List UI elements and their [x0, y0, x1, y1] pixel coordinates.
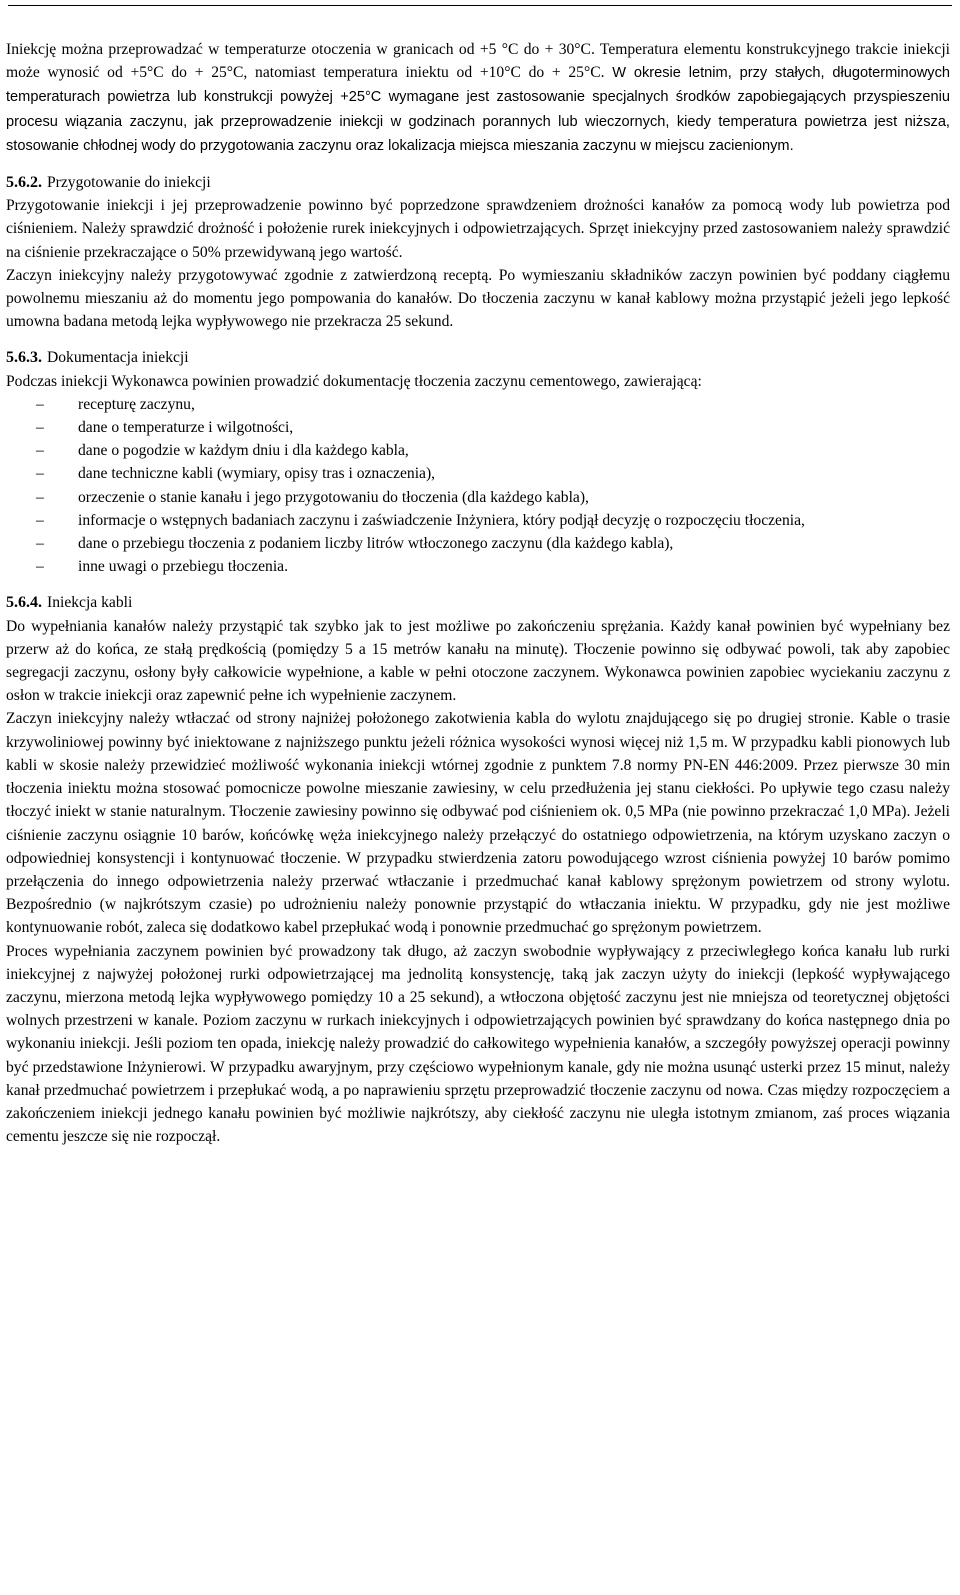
section-heading-5-6-2 [6, 171, 950, 194]
dash-bullet: – [36, 511, 44, 529]
intro-sans-text: W okresie letnim, przy stałych, długoterminowych temperaturach powietrza lub konstrukcji powyżej +25°C wymagane jest zastosowanie specjalnych środków zapobiegających przyspieszeniu procesu wiązania zaczynu, jak przeprowadzenie iniekcji w godzinach porannych lub wieczornych, kiedy temperatura powietrza jest niższa, stosowanie chłodnej wody do przygotowania zaczynu oraz lokalizacja miejsca mieszania zaczynu w miejscu zacienionym. [6, 65, 950, 154]
list-item [6, 416, 950, 439]
page-top-rule [8, 5, 952, 6]
section-title: Przygotowanie do iniekcji [47, 174, 211, 192]
dash-bullet: – [36, 488, 44, 506]
list-item-text: dane o temperaturze i wilgotności, [78, 419, 294, 437]
list-item-text: recepturę zaczynu, [78, 395, 195, 413]
paragraph: Proces wypełniania zaczynem powinien być prowadzony tak długo, aż zaczyn swobodnie wypływający z przeciwległego końca kanału lub rurki iniekcyjnej z najwyżej położonej rurki odpowietrzającej ma jednolitą konsystencję, taką jak zaczyn użyty do iniekcji (lepkość wypływającego zaczynu, mierzona metodą lejka wypływowego pomiędzy 10 a 25 sekund), a wtłoczona objętość zaczynu jest nie mniejsza od teoretycznej objętości wolnych przestrzeni w kanale. Poziom zaczynu w rurkach iniekcyjnych i odpowietrzających powinien być sprawdzany do końca następnego dnia po wykonaniu iniekcji. Jeśli poziom ten opada, iniekcję należy prowadzić do całkowitego wypełnienia kanałów, a szczegóły powyższej operacji powinny być przedstawione Inżynierowi. W przypadku awaryjnym, przy częściowo wypełnionym kanale, gdy nie można usunąć usterki przez 15 minut, należy kanał przedmuchać powietrzem i przepłukać wodą, a po naprawieniu sprzętu przeprowadzić tłoczenie zaczynu od nowa. Czas między rozpoczęciem a zakończeniem iniekcji jednego kanału powinien być możliwie najkrótszy, aby ciekłość zaczynu nie uległa istotnym zmianom, zaś proces wiązania cementu jeszcze się nie rozpoczął. [6, 942, 950, 1146]
dash-bullet: – [36, 535, 44, 553]
section-number: 5.6.3. [6, 349, 42, 367]
section-number: 5.6.2. [6, 174, 42, 192]
paragraph: Zaczyn iniekcyjny należy przygotowywać zgodnie z zatwierdzoną receptą. Po wymieszaniu składników zaczyn powinien być poddany ciągłemu powolnemu mieszaniu aż do momentu jego pompowania do kanałów. Do tłoczenia zaczynu w kanał kablowy można przystąpić jeżeli jego lepkość umowna badana metodą lejka wypływowego nie przekracza 25 sekund. [6, 266, 950, 331]
list-item-text: dane techniczne kabli (wymiary, opisy tras i oznaczenia), [78, 465, 436, 483]
paragraph: Podczas iniekcji Wykonawca powinien prowadzić dokumentację tłoczenia zaczynu cementowego, zawierającą: [6, 372, 702, 390]
section-number: 5.6.4. [6, 594, 42, 612]
list-item-text: dane o pogodzie w każdym dniu i dla każdego kabla, [78, 442, 409, 460]
section-heading-5-6-4 [6, 591, 950, 614]
dash-bullet: – [36, 558, 44, 576]
intro-serif-text: Iniekcję można przeprowadzać w temperaturze otoczenia w granicach od +5 °C do + 30°C. Temperatura elementu konstrukcyjnego trakcie iniekcji może wynosić od +5°C do + 25°C, natomiast temperatura iniektu od +10°C do + 25°C. [6, 41, 950, 82]
paragraph: Do wypełniania kanałów należy przystąpić tak szybko jak to jest możliwe po zakończeniu sprężania. Każdy kanał powinien być wypełniany bez przerw aż do końca, ze stałą prędkością (pomiędzy 5 a 15 metrów kanału na minutę). Tłoczenie powinno się odbywać powoli, tak aby zapobiec segregacji zaczynu, osłony były całkowicie wypełnione, a kable w pełni otoczone zaczynem. Wykonawca powinien zapobiec wyciekaniu zaczynu z osłon w trakcie iniekcji oraz zapewnić pełne ich wypełnienie zaczynem. [6, 617, 950, 705]
list-item [6, 555, 950, 578]
paragraph: Przygotowanie iniekcji i jej przeprowadzenie powinno być poprzedzone sprawdzeniem drożności kanałów za pomocą wody lub powietrza pod ciśnieniem. Należy sprawdzić drożność i położenie rurek iniekcyjnych i odpowietrzających. Sprzęt iniekcyjny przed zastosowaniem należy sprawdzić na ciśnienie przekraczające o 50% przewidywaną jego wartość. [6, 197, 950, 261]
list-item-text: dane o przebiegu tłoczenia z podaniem liczby litrów wtłoczonego zaczynu (dla każdego kabla), [78, 535, 674, 553]
documentation-list [6, 393, 950, 579]
list-item [6, 486, 950, 509]
list-item [6, 439, 950, 462]
list-item [6, 393, 950, 416]
section-heading-5-6-3 [6, 346, 950, 369]
list-item-text: inne uwagi o przebiegu tłoczenia. [78, 558, 288, 576]
intro-paragraph [6, 38, 950, 158]
dash-bullet: – [36, 442, 44, 460]
list-item [6, 509, 950, 532]
list-item [6, 532, 950, 555]
dash-bullet: – [36, 419, 44, 437]
dash-bullet: – [36, 465, 44, 483]
list-item-text: orzeczenie o stanie kanału i jego przygotowaniu do tłoczenia (dla każdego kabla), [78, 488, 589, 506]
list-item [6, 462, 950, 485]
dash-bullet: – [36, 395, 44, 413]
document-page [6, 38, 950, 1148]
section-title: Dokumentacja iniekcji [47, 349, 189, 367]
paragraph: Zaczyn iniekcyjny należy wtłaczać od strony najniżej położonego zakotwienia kabla do wylotu znajdującego się po drugiej stronie. Kable o trasie krzywoliniowej powinny być iniektowane z najniższego punktu jeżeli różnica wysokości wynosi więcej niż 1,5 m. W przypadku kabli pionowych lub kabli w skosie należy przewidzieć możliwość wykonania iniekcji wtórnej zgodnie z punktem 7.8 normy PN-EN 446:2009. Przez pierwsze 30 min tłoczenia iniektu można stosować pomocnicze powolne mieszanie zawiesiny, w celu przedłużenia jej stanu ciekłości. Po upływie tego czasu należy tłoczyć iniekt w stanie naturalnym. Tłoczenie zawiesiny powinno się odbywać pod ciśnieniem ok. 0,5 MPa (nie powinno przekraczać 1,0 MPa). Jeżeli ciśnienie zaczynu osiągnie 10 barów, końcówkę węża iniekcyjnego należy przełączyć do ostatniego odpowietrzenia, na którym uzyskano zaczyn o odpowiedniej konsystencji i kontynuować tłoczenie. W przypadku stwierdzenia zatoru powodującego wzrost ciśnienia powyżej 10 barów pomimo przełączenia do innego odpowietrzenia należy przerwać wtłaczanie i przedmuchać kanał kablowy sprężonym powietrzem od strony wylotu. Bezpośrednio (w najkrótszym czasie) po udrożnieniu należy ponownie przystąpić do wtłaczania iniektu. W przypadku, gdy nie jest możliwe kontynuowanie robót, zaleca się dodatkowo kabel przepłukać wodą i ponownie przedmuchać go sprężonym powietrzem. [6, 710, 950, 937]
section-title: Iniekcja kabli [47, 594, 133, 612]
list-item-text: informacje o wstępnych badaniach zaczynu i zaświadczenie Inżyniera, który podjął decyzję o rozpoczęciu tłoczenia, [78, 511, 805, 529]
